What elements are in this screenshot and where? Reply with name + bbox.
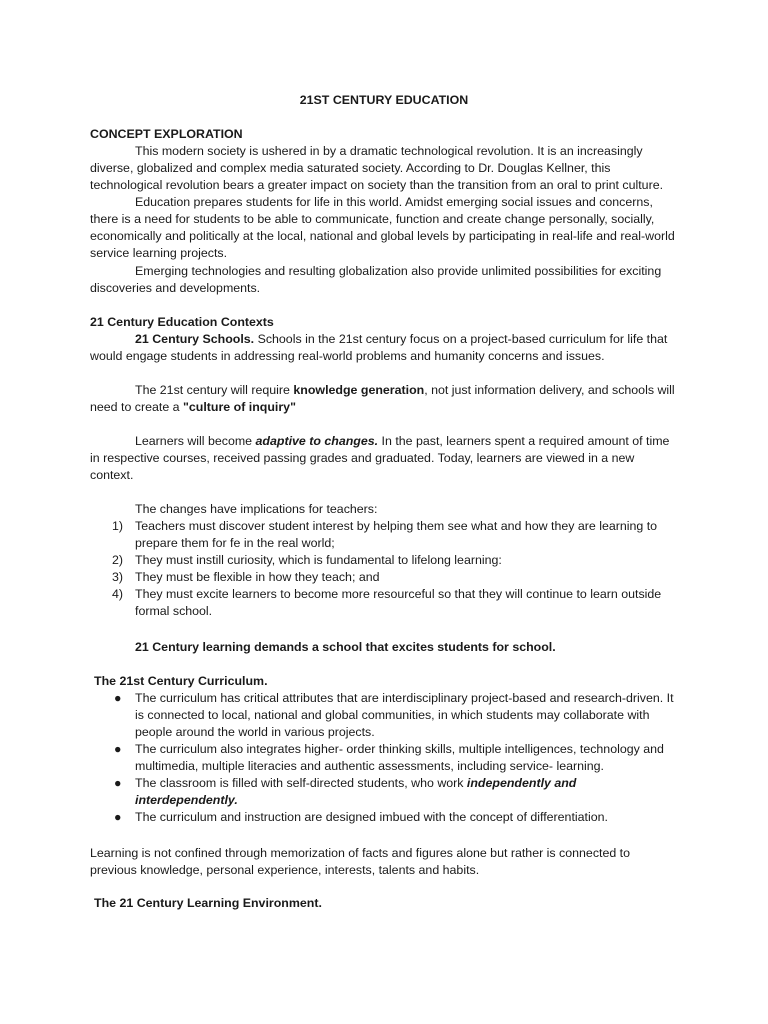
environment-heading: The 21 Century Learning Environment. xyxy=(94,896,322,910)
list-item xyxy=(90,809,680,826)
list-item-text: Teachers must discover student interest by helping them see what and how they are learning to prepare them for fe in the real world; xyxy=(135,519,658,550)
bullet-icon: ● xyxy=(114,776,122,790)
knowledge-text-c: , not just information delivery, and schools will need to create a xyxy=(90,383,675,414)
schools-paragraph xyxy=(90,331,680,365)
learners-paragraph xyxy=(90,433,680,484)
list-item xyxy=(90,775,680,809)
culture-of-inquiry-emphasis: "culture of inquiry" xyxy=(183,400,296,414)
adaptive-emphasis: adaptive to changes. xyxy=(255,434,379,448)
list-item xyxy=(90,741,680,775)
list-item xyxy=(90,586,680,620)
list-item-text: They must instill curiosity, which is fundamental to lifelong learning: xyxy=(135,553,502,567)
learning-demands-statement: 21 Century learning demands a school that excites students for school. xyxy=(135,640,556,654)
bullet-icon: ● xyxy=(114,742,122,756)
concept-paragraph-3: Emerging technologies and resulting globalization also provide unlimited possibilities for exciting discoveries and developments. xyxy=(90,264,662,295)
curriculum-list xyxy=(90,690,680,826)
implications-list xyxy=(90,518,680,620)
list-item xyxy=(90,569,680,586)
list-number: 3) xyxy=(112,570,124,584)
list-number: 2) xyxy=(112,553,124,567)
concept-paragraph-2: Education prepares students for life in this world. Amidst emerging social issues and concerns, there is a need for students to be able to communicate, function and create change personally, socially, economically and politically at the local, national and global levels by participating in real-life and real-world service learning projects. xyxy=(90,195,675,260)
list-item xyxy=(90,690,680,741)
bullet-icon: ● xyxy=(114,810,122,824)
implications-intro: The changes have implications for teachers: xyxy=(135,502,378,516)
bullet-icon: ● xyxy=(114,691,122,705)
list-item-text: The curriculum has critical attributes that are interdisciplinary project-based and research-driven. It is connected to local, national and global communities, in which students may collaborate with people around the world in various projects. xyxy=(135,691,674,739)
list-item-text: The curriculum also integrates higher- order thinking skills, multiple intelligences, technology and multimedia, multiple literacies and authentic assessments, including service- learning. xyxy=(135,742,664,773)
list-item xyxy=(90,552,680,569)
schools-label: 21 Century Schools. xyxy=(135,332,255,346)
document-title: 21ST CENTURY EDUCATION xyxy=(299,93,469,107)
list-item-text: The classroom is filled with self-directed students, who work xyxy=(135,776,467,790)
list-item-text: They must be flexible in how they teach; and xyxy=(135,570,380,584)
schools-text: Schools in the 21st century focus on a project-based curriculum for life that would engage students in addressing real-world problems and humanity concerns and issues. xyxy=(90,332,668,363)
knowledge-paragraph xyxy=(90,382,680,416)
list-item-text: The curriculum and instruction are designed imbued with the concept of differentiation. xyxy=(135,810,608,824)
list-item xyxy=(90,518,680,552)
knowledge-text-a: The 21st century will require xyxy=(135,383,294,397)
concept-paragraph-1: This modern society is ushered in by a dramatic technological revolution. It is an increasingly diverse, globalized and complex media saturated society. According to Dr. Douglas Kellner, this technological revolution bears a greater impact on society than the transition from an oral to print culture. xyxy=(90,144,664,192)
list-item-text: They must excite learners to become more resourceful so that they will continue to learn outside formal school. xyxy=(135,587,662,618)
list-number: 4) xyxy=(112,587,124,601)
curriculum-heading: The 21st Century Curriculum. xyxy=(94,674,268,688)
learners-text-a: Learners will become xyxy=(135,434,256,448)
learners-text-c: In the past, learners spent a required amount of time in respective courses, received passing grades and graduated. Today, learners are viewed in a new context. xyxy=(90,434,670,482)
list-number: 1) xyxy=(112,519,124,533)
closing-paragraph: Learning is not confined through memorization of facts and figures alone but rather is connected to previous knowledge, personal experience, interests, talents and habits. xyxy=(90,846,631,877)
contexts-heading: 21 Century Education Contexts xyxy=(90,315,274,329)
concept-heading: CONCEPT EXPLORATION xyxy=(90,127,243,141)
knowledge-generation-emphasis: knowledge generation xyxy=(293,383,425,397)
independently-emphasis: independently and interdependently. xyxy=(135,776,577,807)
